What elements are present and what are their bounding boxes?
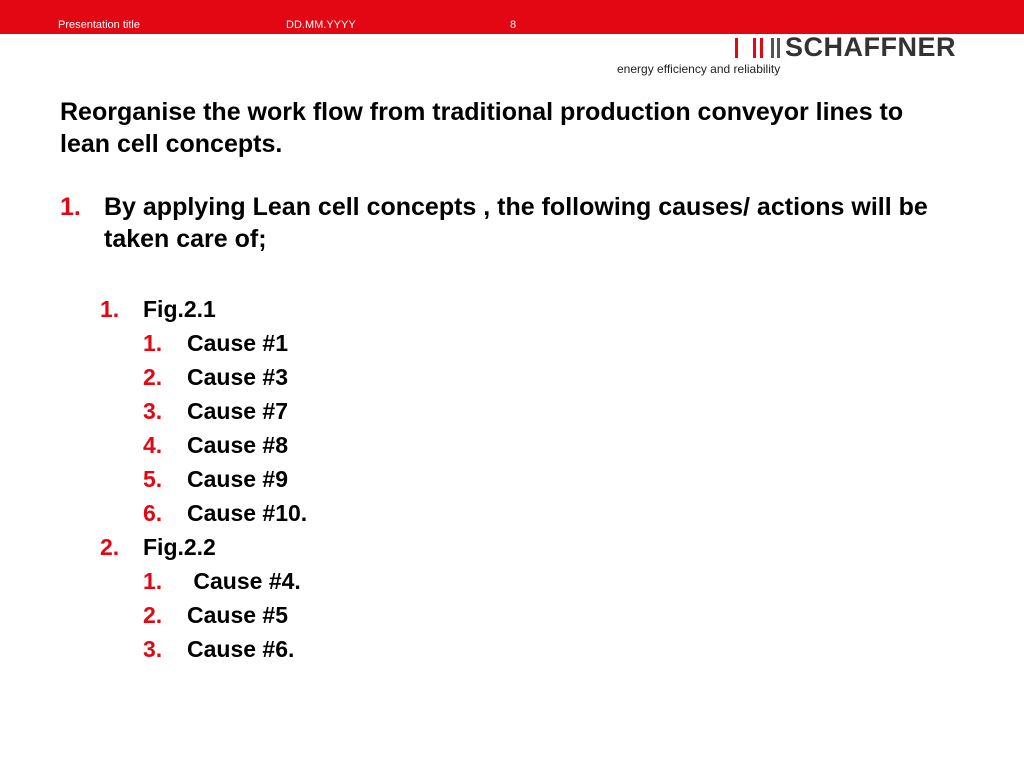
schaffner-logo (735, 32, 970, 62)
logo-bar-1 (735, 38, 738, 58)
figure-label: Fig.2.2 (143, 534, 216, 560)
presentation-title: Presentation title (58, 19, 140, 31)
cause-text: Cause #6. (187, 636, 295, 662)
presentation-date: DD.MM.YYYY (286, 19, 356, 31)
logo-bar-3 (760, 38, 763, 58)
logo-bar-2 (753, 38, 756, 58)
logo-bar-5 (777, 38, 780, 58)
cause-text: Cause #5 (187, 602, 289, 628)
logo-wordmark: SCHAFFNER (785, 32, 956, 62)
cause-number: 1. (143, 330, 163, 356)
main-point-number: 1. (60, 193, 81, 221)
figure-number: 2. (100, 534, 120, 560)
cause-text: Cause #9 (187, 466, 289, 492)
page-number: 8 (510, 19, 517, 31)
cause-text: Cause #3 (187, 364, 289, 390)
cause-number: 3. (143, 398, 163, 424)
cause-number: 6. (143, 500, 163, 526)
cause-number: 2. (143, 364, 163, 390)
cause-text: Cause #4. (187, 568, 301, 594)
brand-tagline: energy efficiency and reliability (617, 62, 781, 76)
cause-number: 5. (143, 466, 163, 492)
cause-text: Cause #10. (187, 500, 308, 526)
cause-number: 3. (143, 636, 163, 662)
slide-title: Reorganise the work flow from traditional production conveyor lines to lean cell concepts. (60, 98, 904, 158)
cause-text: Cause #1 (187, 330, 289, 356)
cause-text: Cause #8 (187, 432, 289, 458)
logo-bar-4 (771, 38, 774, 58)
figure-number: 1. (100, 296, 120, 322)
figure-label: Fig.2.1 (143, 296, 216, 322)
main-point-text: By applying Lean cell concepts , the following causes/ actions will be taken care of; (104, 193, 928, 253)
cause-number: 2. (143, 602, 163, 628)
cause-number: 4. (143, 432, 163, 458)
cause-number: 1. (143, 568, 163, 594)
header-bar (0, 0, 1024, 34)
cause-text: Cause #7 (187, 398, 289, 424)
